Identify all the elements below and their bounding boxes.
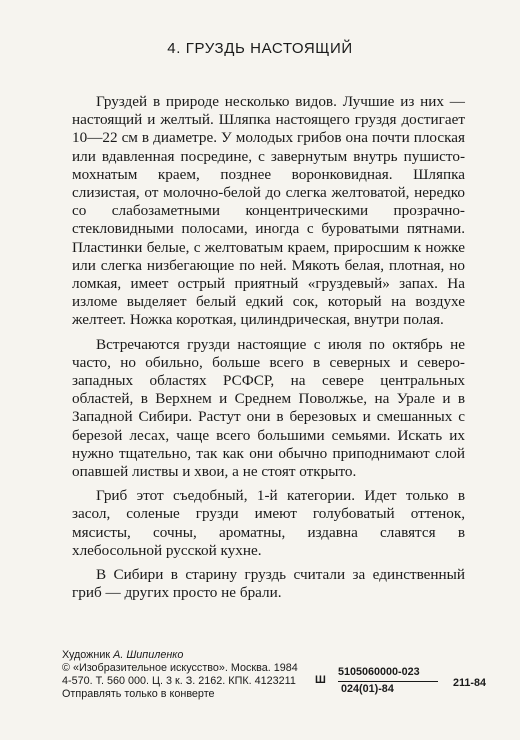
index-letter: Ш (315, 674, 326, 686)
artist-prefix: Художник (62, 649, 114, 661)
code-suffix: 211-84 (453, 677, 487, 689)
paragraph-edibility: Гриб этот съедобный, 1-й категории. Идет только в засол, соленые грузди имеют голубоватый оттенок, мясисты, сочны, ароматны, издавна славятся в хлебосольной русской кухне. (72, 487, 465, 559)
paragraph-description: Груздей в природе несколько видов. Лучшие из них — настоящий и желтый. Шляпка настоящего груздя достигает 10—22 см в диаметре. У молодых грибов она почти плоская или вдавленная посредине, с завернутым внутрь пушисто-мохнатым краем, позднее воронковидная. Шляпка слизистая, от молочно-белой до слегка желтоватой, нередко со слабозаметными концентрическими прозрачно-стекловидными полосами, иногда с буроватыми пятнами. Пластинки белые, с желтоватым краем, приросшим к ножке или слегка низбегающие по ней. Мякоть белая, плотная, но ломкая, имеет острый приятный «груздевый» запах. На изломе выделяет белый едкий сок, который на воздухе желтеет. Ножка короткая, цилиндрическая, внутри полая. (72, 93, 465, 329)
page-title: 4. ГРУЗДЬ НАСТОЯЩИЙ (167, 40, 353, 57)
article-body (72, 93, 465, 608)
artist-credit (62, 649, 352, 662)
artist-name: А. Шипиленко (113, 649, 184, 661)
paragraph-habitat: Встречаются грузди настоящие с июля по октябрь не часто, но обильно, больше всего в северных и северо-западных областях РСФСР, на севере центральных областей, в Верхнем и Среднем Поволжье, на Урале и в Западной Сибири. Растут они в березовых и смешанных с березой лесах, чаще всего большими семьями. Искать их нужно тщательно, так как они обычно приподнимают слой опавшей листвы и хвои, а не стоят открыто. (72, 335, 465, 481)
print-info-line: 4-570. Т. 560 000. Ц. 3 к. З. 2162. КПК. 4123211 (62, 675, 296, 687)
code-denominator: 024(01)-84 (341, 683, 394, 695)
imprint (62, 649, 352, 701)
code-numerator: 5105060000-023 (338, 666, 420, 678)
fraction-bar (338, 681, 438, 682)
publisher-line: © «Изобразительное искусство». Москва. 1984 (62, 662, 298, 674)
catalog-code (315, 666, 515, 706)
mailing-note: Отправлять только в конверте (62, 688, 215, 700)
paragraph-siberia: В Сибири в старину груздь считали за единственный гриб — других просто не брали. (72, 566, 465, 602)
